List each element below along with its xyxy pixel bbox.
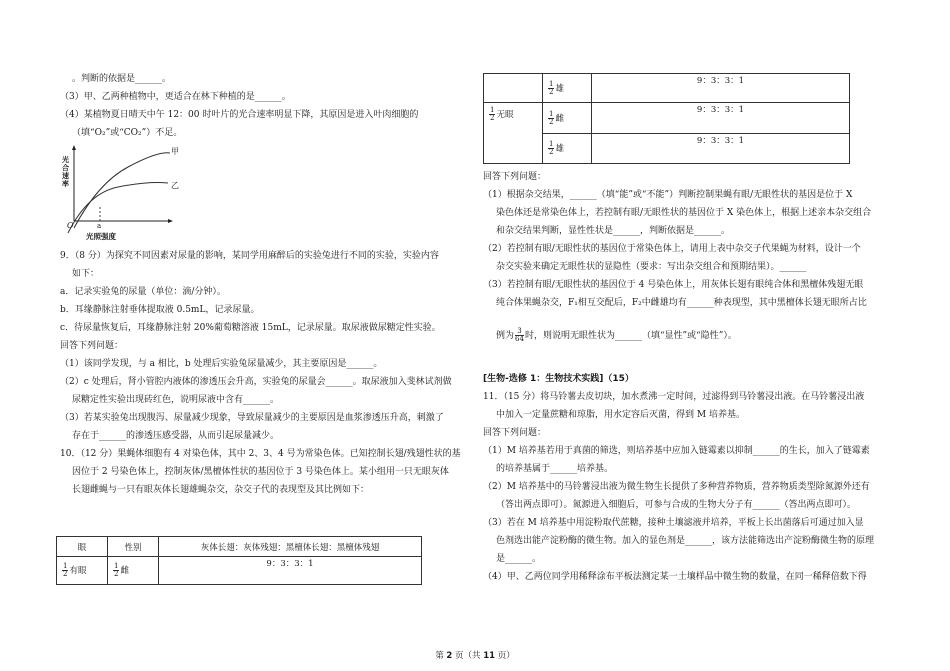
page-number: 2	[446, 651, 453, 661]
table-cell-ratio: 9：3：3：1	[159, 557, 422, 585]
text-line: （3）若某实验兔出现腹泻、尿量减少现象，导致尿量减少的主要原因是血浆渗透压升高，刺激了	[60, 413, 444, 423]
table-cell-ratio: 9：3：3：1	[592, 103, 850, 134]
curve-jia	[74, 153, 170, 228]
table-header-ratio: 灰体长翅：灰体残翅：黑檀体长翅：黑檀体残翅	[159, 537, 422, 557]
page-footer: 第 2 页（共 11 页）	[435, 651, 515, 661]
text-line: 长翅雌蝇与一只有眼灰体长翅雄蝇杂交，杂交子代的表现型及其比例如下：	[72, 485, 370, 495]
text-line: a．记录实验兔的尿量（单位：滴/分钟）。	[60, 287, 226, 297]
table-cell-eye-empty	[484, 74, 543, 103]
text-line: （4）某植物夏日晴天中午 12：00 时叶片的光合速率明显下降，其原因是进入叶肉细胞的	[60, 110, 419, 120]
text-line: （1）根据杂交结果，______（填“能”或“不能”）判断控制果蝇有眼/无眼性状的基因是位于 X	[483, 190, 853, 200]
text-line: （填“O₂”或“CO₂”）不足。	[72, 128, 183, 138]
result-table-top	[56, 536, 422, 585]
text-line: 如下：	[72, 269, 100, 279]
text-line: 尿糖定性实验出现砖红色，说明尿液中含有______。	[72, 395, 280, 405]
text-line: （答出两点即可）。氮源进入细胞后，可参与合成的生物大分子有______（答出两点即可）。	[496, 500, 857, 510]
table-cell-sex: $\frac{1}{2}$ 雄	[543, 134, 592, 164]
fraction: $\frac{1}{2}$	[549, 140, 554, 156]
text-line: 和杂交结果判断，显性性状是______，判断依据是______。	[496, 226, 731, 236]
fraction: $\frac{3}{64}$	[515, 327, 524, 343]
y-axis-arrow	[72, 145, 76, 150]
text-line: 染色体还是常染色体上，若控制有眼/无眼性状的基因位于 X 染色体上，根据上述亲本杂交组合	[496, 208, 872, 218]
curve-label-yi: 乙	[171, 181, 179, 190]
text-line: （3）若控制有眼/无眼性状的基因位于 4 号染色体上，用灰体长翅有眼纯合体和黑檀体残翅无眼	[483, 280, 864, 290]
text-line: 11．（15 分）将马铃薯去皮切块，加水煮沸一定时间，过滤得到马铃薯浸出液。在马铃薯浸出液	[483, 392, 865, 402]
section-heading: [生物-选修 1：生物技术实践]（15）	[483, 374, 634, 384]
text-line: 回答下列问题：	[483, 428, 547, 438]
graph-tick-a: a	[97, 222, 102, 230]
graph-origin: O	[67, 221, 74, 230]
text-line: （3）甲、乙两种植物中，更适合在林下种植的是______。	[60, 92, 291, 102]
page-total: 11	[483, 651, 496, 661]
text-line: （3）若在 M 培养基中用淀粉取代蔗糖，接种土壤滤液并培养，平板上长出菌落后可通过加入显	[483, 518, 864, 528]
table-header-sex: 性别	[108, 537, 159, 557]
fraction: $\frac{1}{2}$	[549, 109, 554, 126]
table-cell-eye: $\frac{1}{2}$ 无眼	[484, 103, 543, 164]
text-line: 纯合体果蝇杂交，F₁相互交配后，F₂中雌雄均有______种表现型，其中黑檀体长翅无眼所占比	[496, 298, 867, 308]
table-cell-ratio: 9：3：3：1	[592, 134, 850, 164]
text-line: 色剂选出能产淀粉酶的微生物。加入的显色剂是______，该方法能筛选出产淀粉酶微生物的原理	[496, 536, 875, 546]
text-line: 存在于______的渗透压感受器，从而引起尿量减少。	[72, 431, 280, 441]
text-line: （2）若控制有眼/无眼性状的基因位于常染色体上，请用上表中杂交子代果蝇为材料，设计一个	[483, 244, 861, 254]
x-axis-arrow	[168, 219, 173, 223]
fraction: $\frac{1}{2}$	[490, 106, 495, 122]
curve-label-jia: 甲	[171, 147, 179, 156]
text-line: c．待尿量恢复后，耳缘静脉注射 20%葡萄糖溶液 15mL，记录尿量。取尿液做尿糖定性实验。	[60, 323, 441, 333]
text-line: 9．（8 分）为探究不同因素对尿量的影响，某同学用麻醉后的实验兔进行不同的实验，实验内容	[60, 251, 439, 261]
text-line: b．耳缘静脉注射垂体提取液 0.5mL，记录尿量。	[60, 305, 260, 315]
text-line: （2）c 处理后，肾小管腔内液体的渗透压会升高，实验兔的尿量会______。取尿液加入斐林试剂做	[60, 377, 452, 387]
graph-ylabel: 光合速率	[62, 156, 69, 188]
table-cell-sex: $\frac{1}{2}$ 雄	[543, 74, 592, 103]
text-line: 中加入一定量蔗糖和琼脂，用水定容后灭菌，得到 M 培养基。	[496, 410, 745, 420]
table-cell-sex: $\frac{1}{2}$ 雌	[543, 103, 592, 134]
text-line: （1）该同学发现，与 a 相比，b 处理后实验兔尿量减少，其主要原因是______。	[60, 359, 383, 369]
light-photosynthesis-graph	[58, 143, 208, 243]
text-line: 是______。	[496, 554, 542, 564]
text-line: 杂交实验来确定无眼性状的显隐性（要求：写出杂交组合和预期结果）。______	[496, 262, 807, 272]
text-line: 的培养基属于______培养基。	[496, 464, 614, 474]
table-cell-eye: $\frac{1}{2}$ 有眼	[57, 557, 108, 585]
text-line: 回答下列问题：	[60, 341, 124, 351]
graph-xlabel: 光照强度	[86, 232, 116, 241]
text-line: 回答下列问题：	[483, 172, 547, 182]
text-line: 。判断的依据是______。	[72, 74, 172, 84]
table-cell-sex: $\frac{1}{2}$ 雌	[108, 557, 159, 585]
text-line: 例为 $\frac{3}{64}$ 时，则说明无眼性状为______（填“显性”或“隐性”）。	[496, 327, 737, 343]
text-line: （1）M 培养基若用于真菌的筛选，则培养基中应加入链霉素以抑制______的生长，加入了链霉素	[483, 446, 870, 456]
result-table-continued	[483, 73, 850, 164]
fraction: $\frac{1}{2}$	[549, 79, 554, 96]
table-cell-ratio: 9：3：3：1	[592, 74, 850, 103]
table-header-eye: 眼	[57, 537, 108, 557]
text-line: （2）M 培养基中的马铃薯浸出液为微生物生长提供了多种营养物质，营养物质类型除氮源外还有	[483, 482, 870, 492]
fraction: $\frac{1}{2}$	[114, 562, 119, 578]
curve-yi	[68, 183, 168, 234]
text-line: 因位于 2 号染色体上，控制灰体/黑檀体性状的基因位于 3 号染色体上。某小组用一只无眼灰体	[72, 467, 449, 477]
fraction: $\frac{1}{2}$	[63, 562, 68, 578]
text-line: （4）甲、乙两位同学用稀释涂布平板法测定某一土壤样品中微生物的数量，在同一稀释倍数下得	[483, 572, 867, 582]
text-line: 10．（12 分）果蝇体细胞有 4 对染色体，其中 2、3、4 号为常染色体。已知控制长翅/残翅性状的基	[60, 449, 461, 459]
